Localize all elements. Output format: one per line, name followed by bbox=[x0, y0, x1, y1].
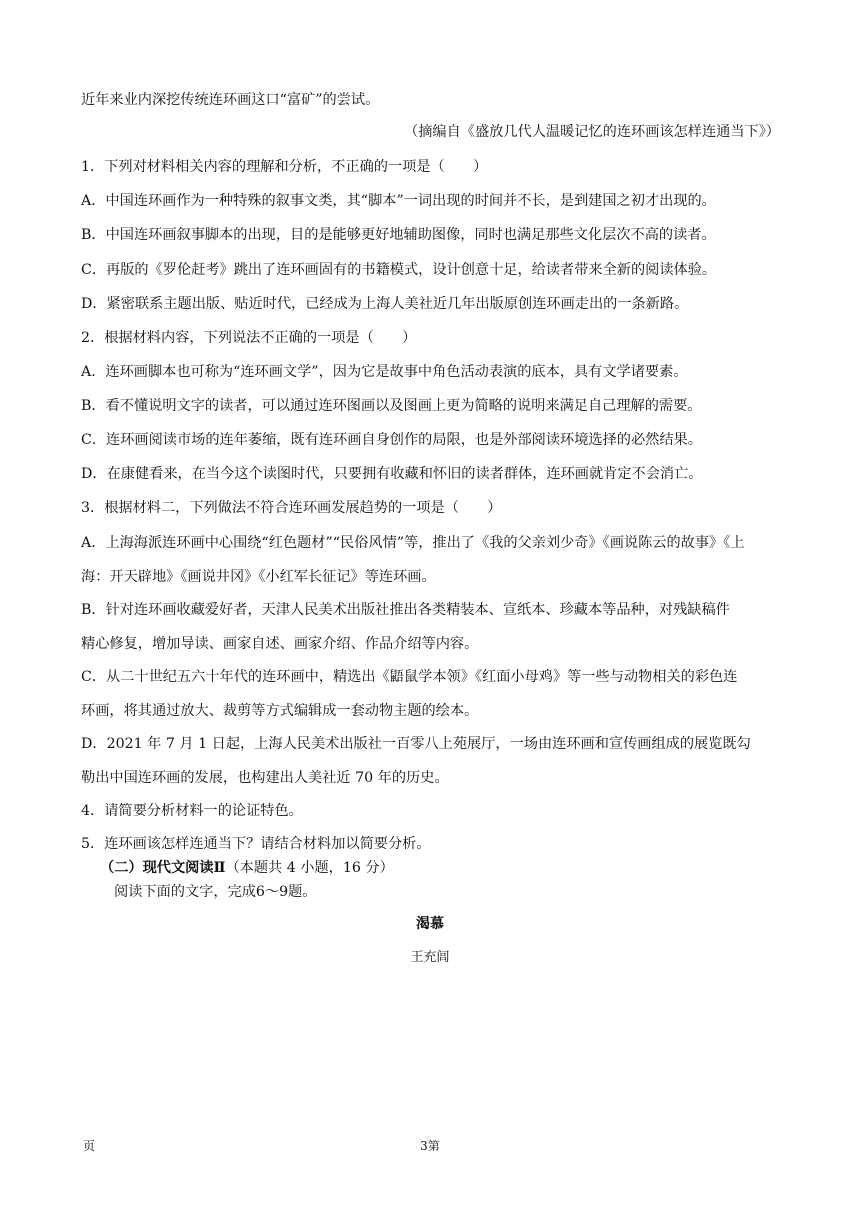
intro-line: 近年来业内深挖传统连环画这口“富矿”的尝试。 bbox=[81, 92, 380, 108]
question-2-stem: 2．根据材料内容，下列说法不正确的一项是（ ） bbox=[81, 330, 417, 346]
section-title-rest: （本题共 4 小题，16 分） bbox=[225, 860, 394, 876]
question-2-option-a: A．连环画脚本也可称为“连环画文学”，因为它是故事中角色活动表演的底本，具有文学诸要素。 bbox=[81, 364, 688, 380]
question-1-option-d: D．紧密联系主题出版、贴近时代，已经成为上海人美社近几年出版原创连环画走出的一条新路。 bbox=[81, 296, 689, 312]
footer-page-label: 页 bbox=[83, 1139, 96, 1153]
question-1-option-c: C．再版的《罗伦赶考》跳出了连环画固有的书籍模式，设计创意十足，给读者带来全新的阅读体验。 bbox=[81, 262, 717, 278]
question-2-option-b: B．看不懂说明文字的读者，可以通过连环图画以及图画上更为简略的说明来满足自己理解的需要。 bbox=[81, 398, 702, 414]
question-3-option-c-line-2: 环画，将其通过放大、裁剪等方式编辑成一套动物主题的绘本。 bbox=[81, 703, 479, 719]
question-3-stem: 3．根据材料二，下列做法不符合连环画发展趋势的一项是（ ） bbox=[81, 500, 502, 516]
story-author: 王充闾 bbox=[410, 950, 450, 965]
question-3-option-c-line-1: C．从二十世纪五六十年代的连环画中，精选出《鼯鼠学本领》《红面小母鸡》等一些与动物相关的彩色连 bbox=[81, 669, 738, 685]
question-3-option-a-line-2: 海：开天辟地》《画说井冈》《小红军长征记》等连环画。 bbox=[81, 569, 436, 585]
section-instruction: 阅读下面的文字，完成6～9题。 bbox=[114, 884, 317, 900]
question-3-option-d-line-2: 勒出中国连环画的发展，也构建出人美社近 70 年的历史。 bbox=[81, 770, 449, 786]
question-1-option-a: A．中国连环画作为一种特殊的叙事文类，其“脚本”一词出现的时间并不长，是到建国之初才出现的。 bbox=[81, 193, 716, 209]
question-4-stem: 4．请简要分析材料一的论证特色。 bbox=[81, 803, 303, 819]
question-2-option-c: C．连环画阅读市场的连年萎缩，既有连环画自身创作的局限，也是外部阅读环境选择的必然结果。 bbox=[81, 432, 702, 448]
section-title-bold: （二）现代文阅读Ⅱ bbox=[100, 860, 226, 876]
question-2-option-d: D．在康健看来，在当今这个读图时代，只要拥有收藏和怀旧的读者群体，连环画就肯定不会消亡。 bbox=[81, 466, 703, 482]
question-3-option-b-line-1: B．针对连环画收藏爱好者，天津人民美术出版社推出各类精装本、宣纸本、珍藏本等品种，对残缺稿件 bbox=[81, 602, 730, 618]
question-1-option-b: B．中国连环画叙事脚本的出现，目的是能够更好地辅助图像，同时也满足那些文化层次不高的读者。 bbox=[81, 227, 716, 243]
footer-page-number: 3第 bbox=[420, 1139, 440, 1153]
section-title bbox=[100, 858, 394, 878]
question-1-stem: 1．下列对材料相关内容的理解和分析，不正确的一项是（ ） bbox=[81, 159, 488, 175]
question-5-stem: 5．连环画该怎样连通当下？请结合材料加以简要分析。 bbox=[81, 836, 431, 852]
question-3-option-d-line-1: D．2021 年 7 月 1 日起，上海人民美术出版社一百零八上苑展厅，一场由连环画和宣传画组成的展览既勾 bbox=[81, 736, 751, 752]
source-note: （摘编自《盛放几代人温暖记忆的连环画该怎样连通当下》） bbox=[404, 124, 780, 140]
question-3-option-a-line-1: A．上海海派连环画中心围绕“红色题材”“民俗风情”等，推出了《我的父亲刘少奇》《画说陈云的故事》《上 bbox=[81, 535, 745, 551]
story-title: 渴慕 bbox=[416, 916, 444, 932]
question-3-option-b-line-2: 精心修复，增加导读、画家自述、画家介绍、作品介绍等内容。 bbox=[81, 636, 479, 652]
